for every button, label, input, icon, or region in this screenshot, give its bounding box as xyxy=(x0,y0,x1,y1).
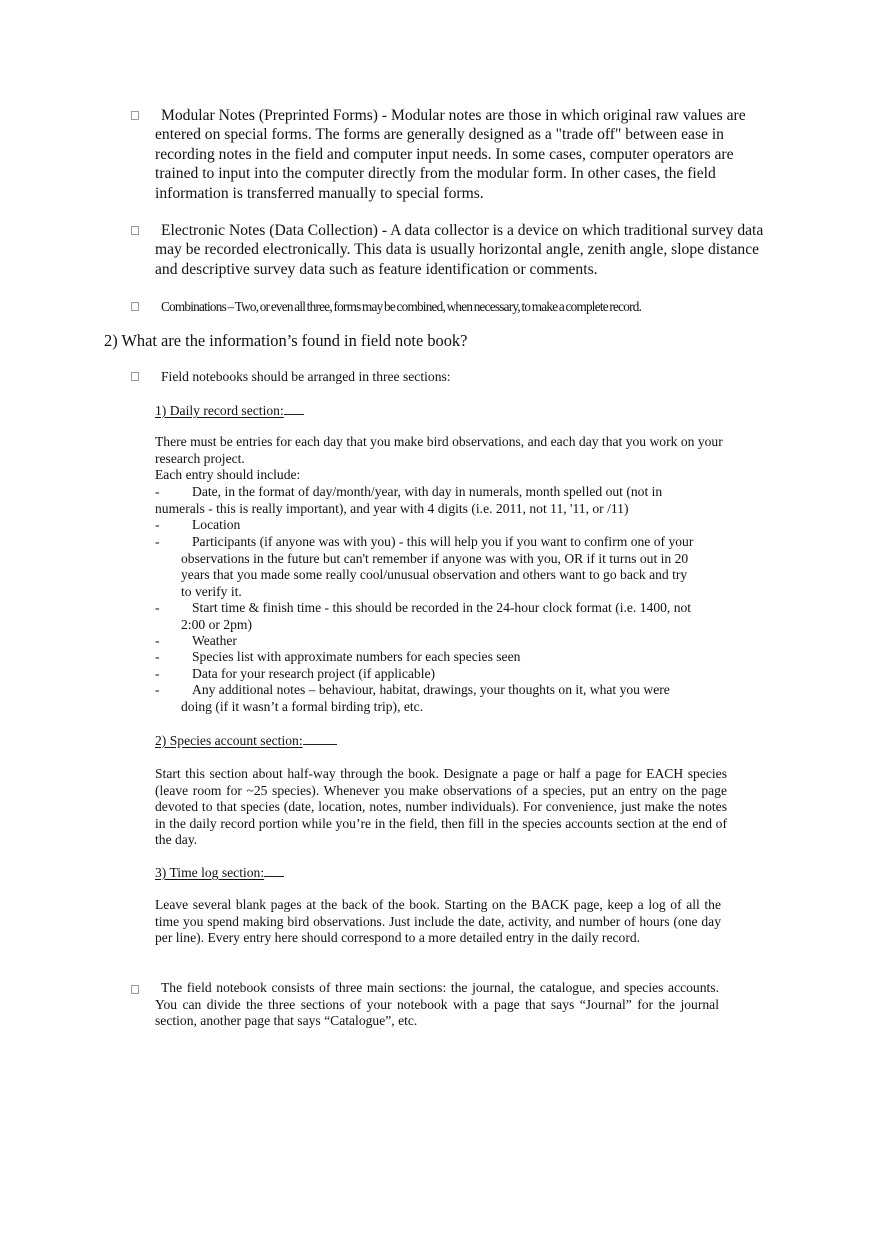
list-dash: - xyxy=(155,517,160,532)
daily-record-heading xyxy=(155,402,304,419)
daily-record-item-text: Data for your research project (if applicable) xyxy=(192,666,436,681)
daily-record-item-text: Start time & finish time - this should be recorded in the 24-hour clock format (i.e. 1400, not xyxy=(192,600,692,615)
daily-record-item-text: Participants (if anyone was with you) - this will help you if you want to confirm one of your xyxy=(192,534,694,549)
daily-record-item-text: Location xyxy=(192,517,241,532)
daily-record-item-continuation: doing (if it wasn’t a formal birding trip), etc. xyxy=(181,698,424,714)
species-account-body: Start this section about half-way through the book. Designate a page or half a page for EACH species (leave room for ~25 species). Whenever you make observations of a species, put an entry on the page devoted to that species (date, location, notes, number individuals). For convenience, just make the notes in the daily record portion while you’re in the field, then fill in the species accounts section at the end of the day. xyxy=(155,766,727,848)
bullet-box-icon xyxy=(131,302,139,311)
bullet-box-icon xyxy=(131,985,139,994)
bullet-box-icon xyxy=(131,111,139,120)
sections-intro: Field notebooks should be arranged in three sections: xyxy=(161,369,451,384)
bullet-box-icon xyxy=(131,372,139,381)
species-account-heading-text: 2) Species account section: xyxy=(155,733,303,748)
bullet-box-icon xyxy=(131,226,139,235)
time-log-heading-text: 3) Time log section: xyxy=(155,865,265,880)
heading-rule xyxy=(284,402,304,415)
electronic-notes-paragraph: Electronic Notes (Data Collection) - A data collector is a device on which traditional survey data may be recorded electronically. This data is usually horizontal angle, zenith angle, slope distance and descriptive survey data such as feature identification or comments. xyxy=(155,222,764,278)
daily-record-heading-text: 1) Daily record section: xyxy=(155,403,284,418)
daily-record-item-continuation: observations in the future but can't remember if anyone was with you, OR if it turns out in 20 xyxy=(181,550,689,566)
list-dash: - xyxy=(155,534,160,549)
list-dash: - xyxy=(155,600,160,615)
list-dash: - xyxy=(155,666,160,681)
daily-record-item-text: Any additional notes – behaviour, habitat, drawings, your thoughts on it, what you were xyxy=(192,682,670,697)
list-dash: - xyxy=(155,649,160,664)
daily-record-include: Each entry should include: xyxy=(155,467,301,482)
daily-record-item-text: Species list with approximate numbers for each species seen xyxy=(192,649,521,664)
heading-rule xyxy=(303,732,337,745)
species-account-heading xyxy=(155,732,337,749)
time-log-heading xyxy=(155,864,284,881)
daily-record-item-continuation: 2:00 or 2pm) xyxy=(181,616,252,632)
list-dash: - xyxy=(155,633,160,648)
time-log-body: Leave several blank pages at the back of the book. Starting on the BACK page, keep a log of all the time you spend making bird observations. Just include the date, activity, and number of hours (one day per line). Every entry here should correspond to a more detailed entry in the daily record. xyxy=(155,897,721,946)
list-dash: - xyxy=(155,484,160,499)
combinations-paragraph: Combinations – Two, or even all three, forms may be combined, when necessary, to make a complete record. xyxy=(161,299,642,314)
daily-record-intro: There must be entries for each day that you make bird observations, and each day that you work on your research project. xyxy=(155,434,723,466)
heading-rule xyxy=(264,864,284,877)
daily-record-item-continuation: years that you made some really cool/unusual observation and others want to go back and try xyxy=(181,567,688,583)
modular-notes-paragraph: Modular Notes (Preprinted Forms) - Modular notes are those in which original raw values are entered on special forms. The forms are generally designed as a "trade off" between ease in recording notes in the field and computer input needs. In some cases, computer operators are trained to input into the computer directly from the modular form. In other cases, the field information is transferred manually to special forms. xyxy=(155,107,746,202)
list-dash: - xyxy=(155,682,160,697)
final-bullet-paragraph: The field notebook consists of three main sections: the journal, the catalogue, and species accounts. You can divide the three sections of your notebook with a page that says “Journal” for the journal section, another page that says “Catalogue”, etc. xyxy=(155,980,719,1029)
daily-record-item-continuation: to verify it. xyxy=(181,583,242,599)
daily-record-item-text: Date, in the format of day/month/year, with day in numerals, month spelled out (not in xyxy=(192,484,663,499)
daily-record-item-text: Weather xyxy=(192,633,237,648)
daily-record-item-continuation: numerals - this is really important), and year with 4 digits (i.e. 2011, not 11, '11, or /11) xyxy=(155,500,629,516)
question-heading: 2) What are the information’s found in field note book? xyxy=(104,331,468,350)
